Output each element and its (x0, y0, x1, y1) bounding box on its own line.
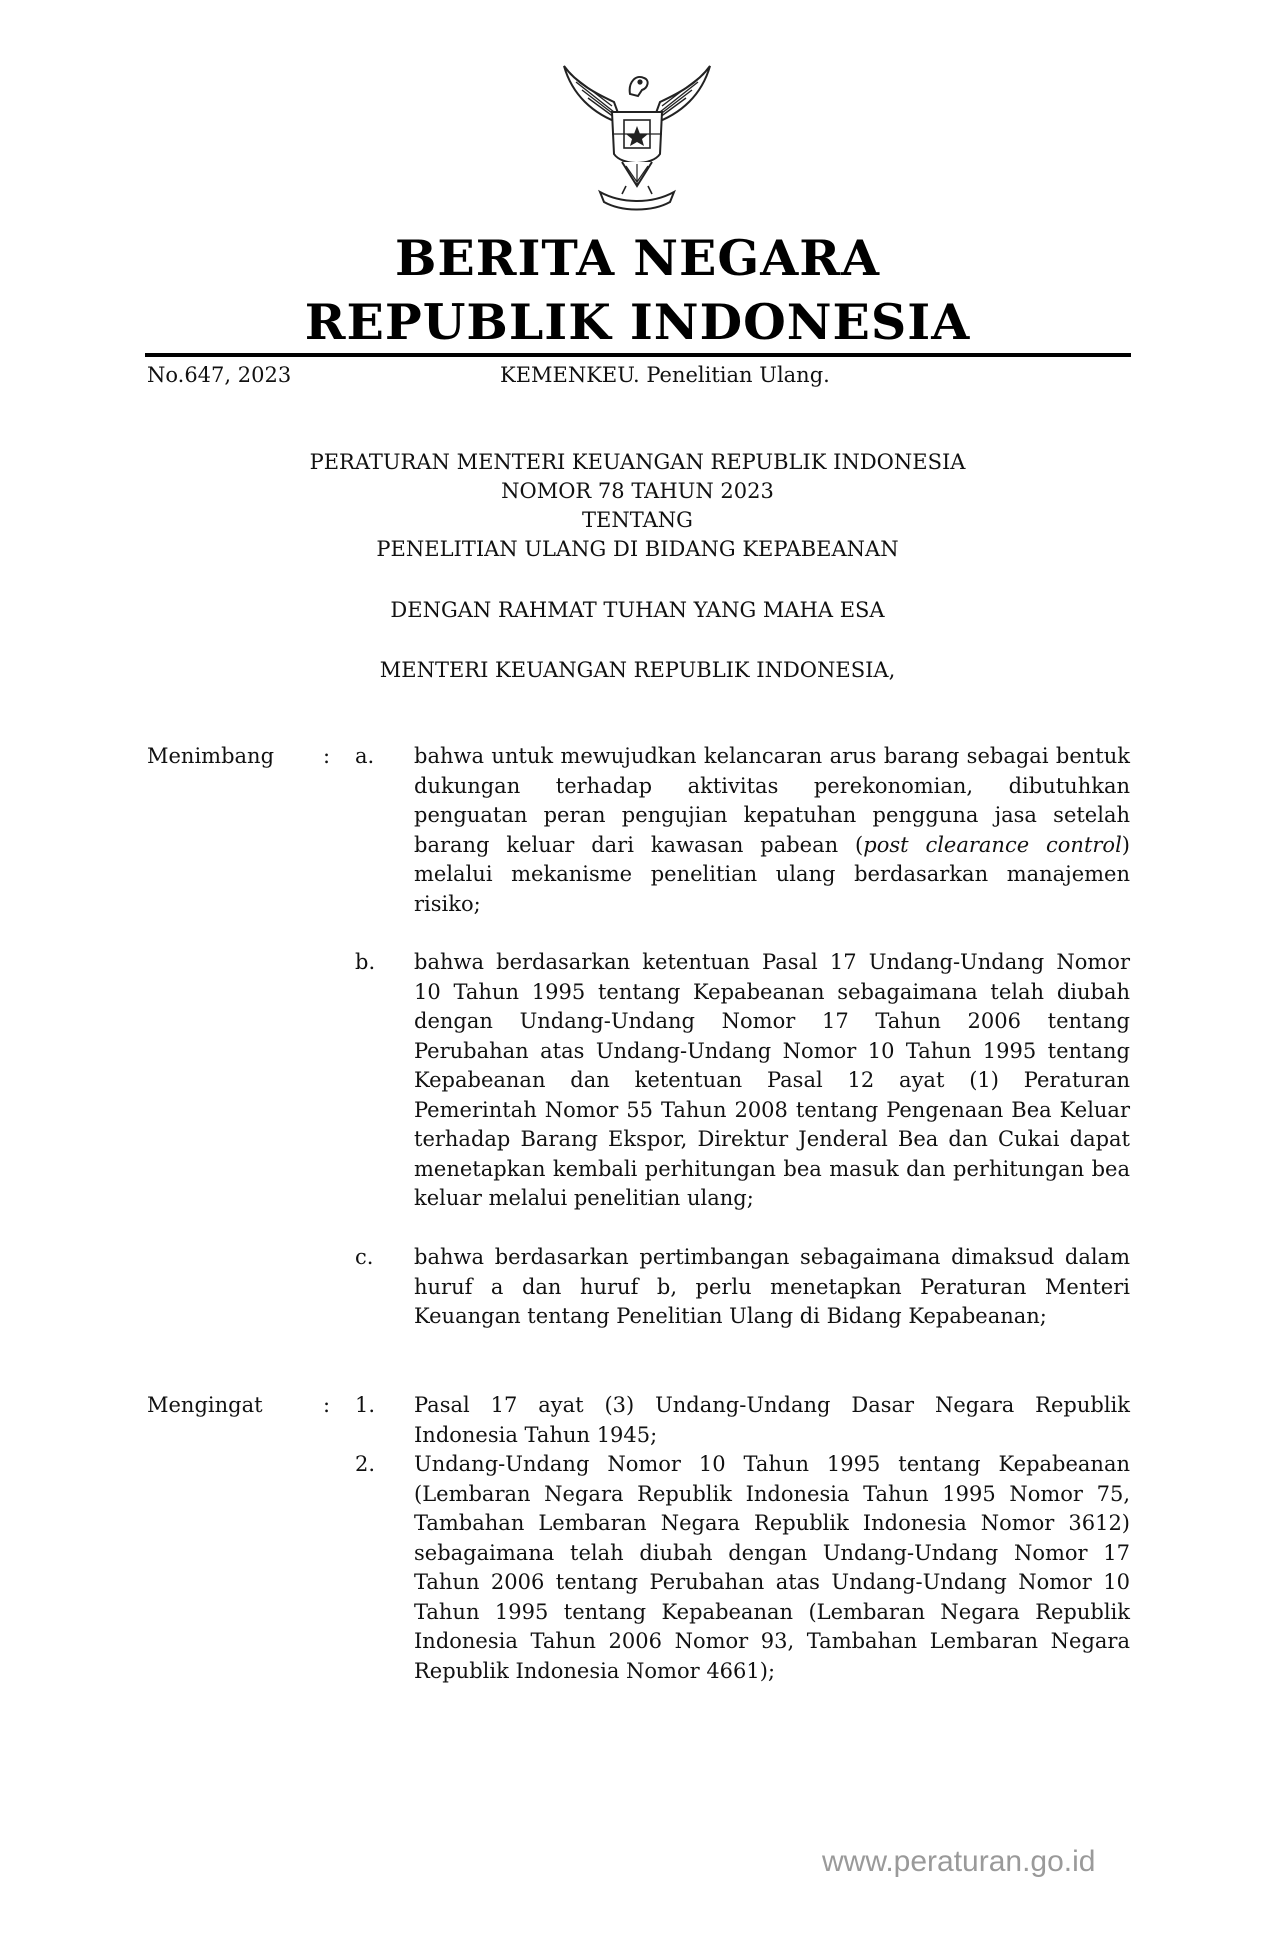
menimbang-item-text: bahwa berdasarkan ketentuan Pasal 17 Undang-Undang Nomor 10 Tahun 1995 tentang Kepabeanan sebagaimana telah diubah dengan Undang-Undang Nomor 17 Tahun 2006 tentang Perubahan atas Undang-Undang Nomor 10 Tahun 1995 tentang Kepabeanan dan ketentuan Pasal 12 ayat (1) Peraturan Pemerintah Nomor 55 Tahun 2008 tentang Pengenaan Bea Keluar terhadap Barang Ekspor, Direktur Jenderal Bea dan Cukai dapat menetapkan kembali perhitungan bea masuk dan perhitungan bea keluar melalui penelitian ulang; (414, 950, 1130, 1210)
menimbang-item-text (414, 742, 1130, 919)
garuda-emblem-icon (552, 54, 722, 222)
masthead-title-line1: BERITA NEGARA (394, 229, 880, 287)
issuer: MENTERI KEUANGAN REPUBLIK INDONESIA, (379, 658, 896, 682)
masthead-divider (145, 353, 1131, 357)
regulation-number: NOMOR 78 TAHUN 2023 (501, 479, 774, 503)
menimbang-item-marker: b. (355, 950, 376, 974)
menimbang-item-text: bahwa berdasarkan pertimbangan sebagaimana dimaksud dalam huruf a dan huruf b, perlu menetapkan Peraturan Menteri Keuangan tentang Penelitian Ulang di Bidang Kepabeanan; (414, 1245, 1130, 1328)
gazette-subject: KEMENKEU. Penelitian Ulang. (500, 363, 830, 387)
menimbang-item-marker: a. (355, 744, 375, 768)
mengingat-item-text: Undang-Undang Nomor 10 Tahun 1995 tentang Kepabeanan (Lembaran Negara Republik Indonesia Tahun 1995 Nomor 75, Tambahan Lembaran Negara Republik Indonesia Nomor 3612) sebagaimana telah diubah dengan Undang-Undang Nomor 17 Tahun 2006 tentang Perubahan atas Undang-Undang Nomor 10 Tahun 1995 tentang Kepabeanan (Lembaran Negara Republik Indonesia Tahun 2006 Nomor 93, Tambahan Lembaran Negara Republik Indonesia Nomor 4661); (414, 1452, 1130, 1683)
gazette-number: No.647, 2023 (147, 363, 292, 387)
mengingat-item-marker: 2. (355, 1452, 376, 1476)
mengingat-label: Mengingat (147, 1393, 263, 1417)
invocation: DENGAN RAHMAT TUHAN YANG MAHA ESA (390, 598, 885, 622)
footer-website-link[interactable]: www.peraturan.go.id (822, 1845, 1096, 1878)
mengingat-item-text: Pasal 17 ayat (3) Undang-Undang Dasar Negara Republik Indonesia Tahun 1945; (414, 1393, 1130, 1447)
regulation-title-line1: PERATURAN MENTERI KEUANGAN REPUBLIK INDONESIA (309, 450, 966, 474)
menimbang-item-marker: c. (355, 1245, 374, 1269)
menimbang-item-a-text: bahwa untuk mewujudkan kelancaran arus barang sebagai bentuk dukungan terhadap aktivitas perekonomian, dibutuhkan penguatan peran pengujian kepatuhan pengguna jasa setelah barang keluar dari kawasan pabean ( (414, 744, 1130, 857)
menimbang-label: Menimbang (147, 744, 275, 768)
menimbang-item-a-italic: post clearance control (863, 832, 1122, 857)
menimbang-colon: : (323, 744, 331, 768)
masthead-title-line2: REPUBLIK INDONESIA (304, 293, 971, 351)
mengingat-item-marker: 1. (355, 1393, 376, 1417)
menimbang-item-a-text-end: ) melalui mekanisme penelitian ulang berdasarkan manajemen risiko; (414, 832, 1130, 916)
regulation-title (0, 448, 1275, 564)
regulation-tentang: TENTANG (582, 508, 693, 532)
mengingat-colon: : (323, 1393, 331, 1417)
regulation-subject: PENELITIAN ULANG DI BIDANG KEPABEANAN (376, 537, 899, 561)
